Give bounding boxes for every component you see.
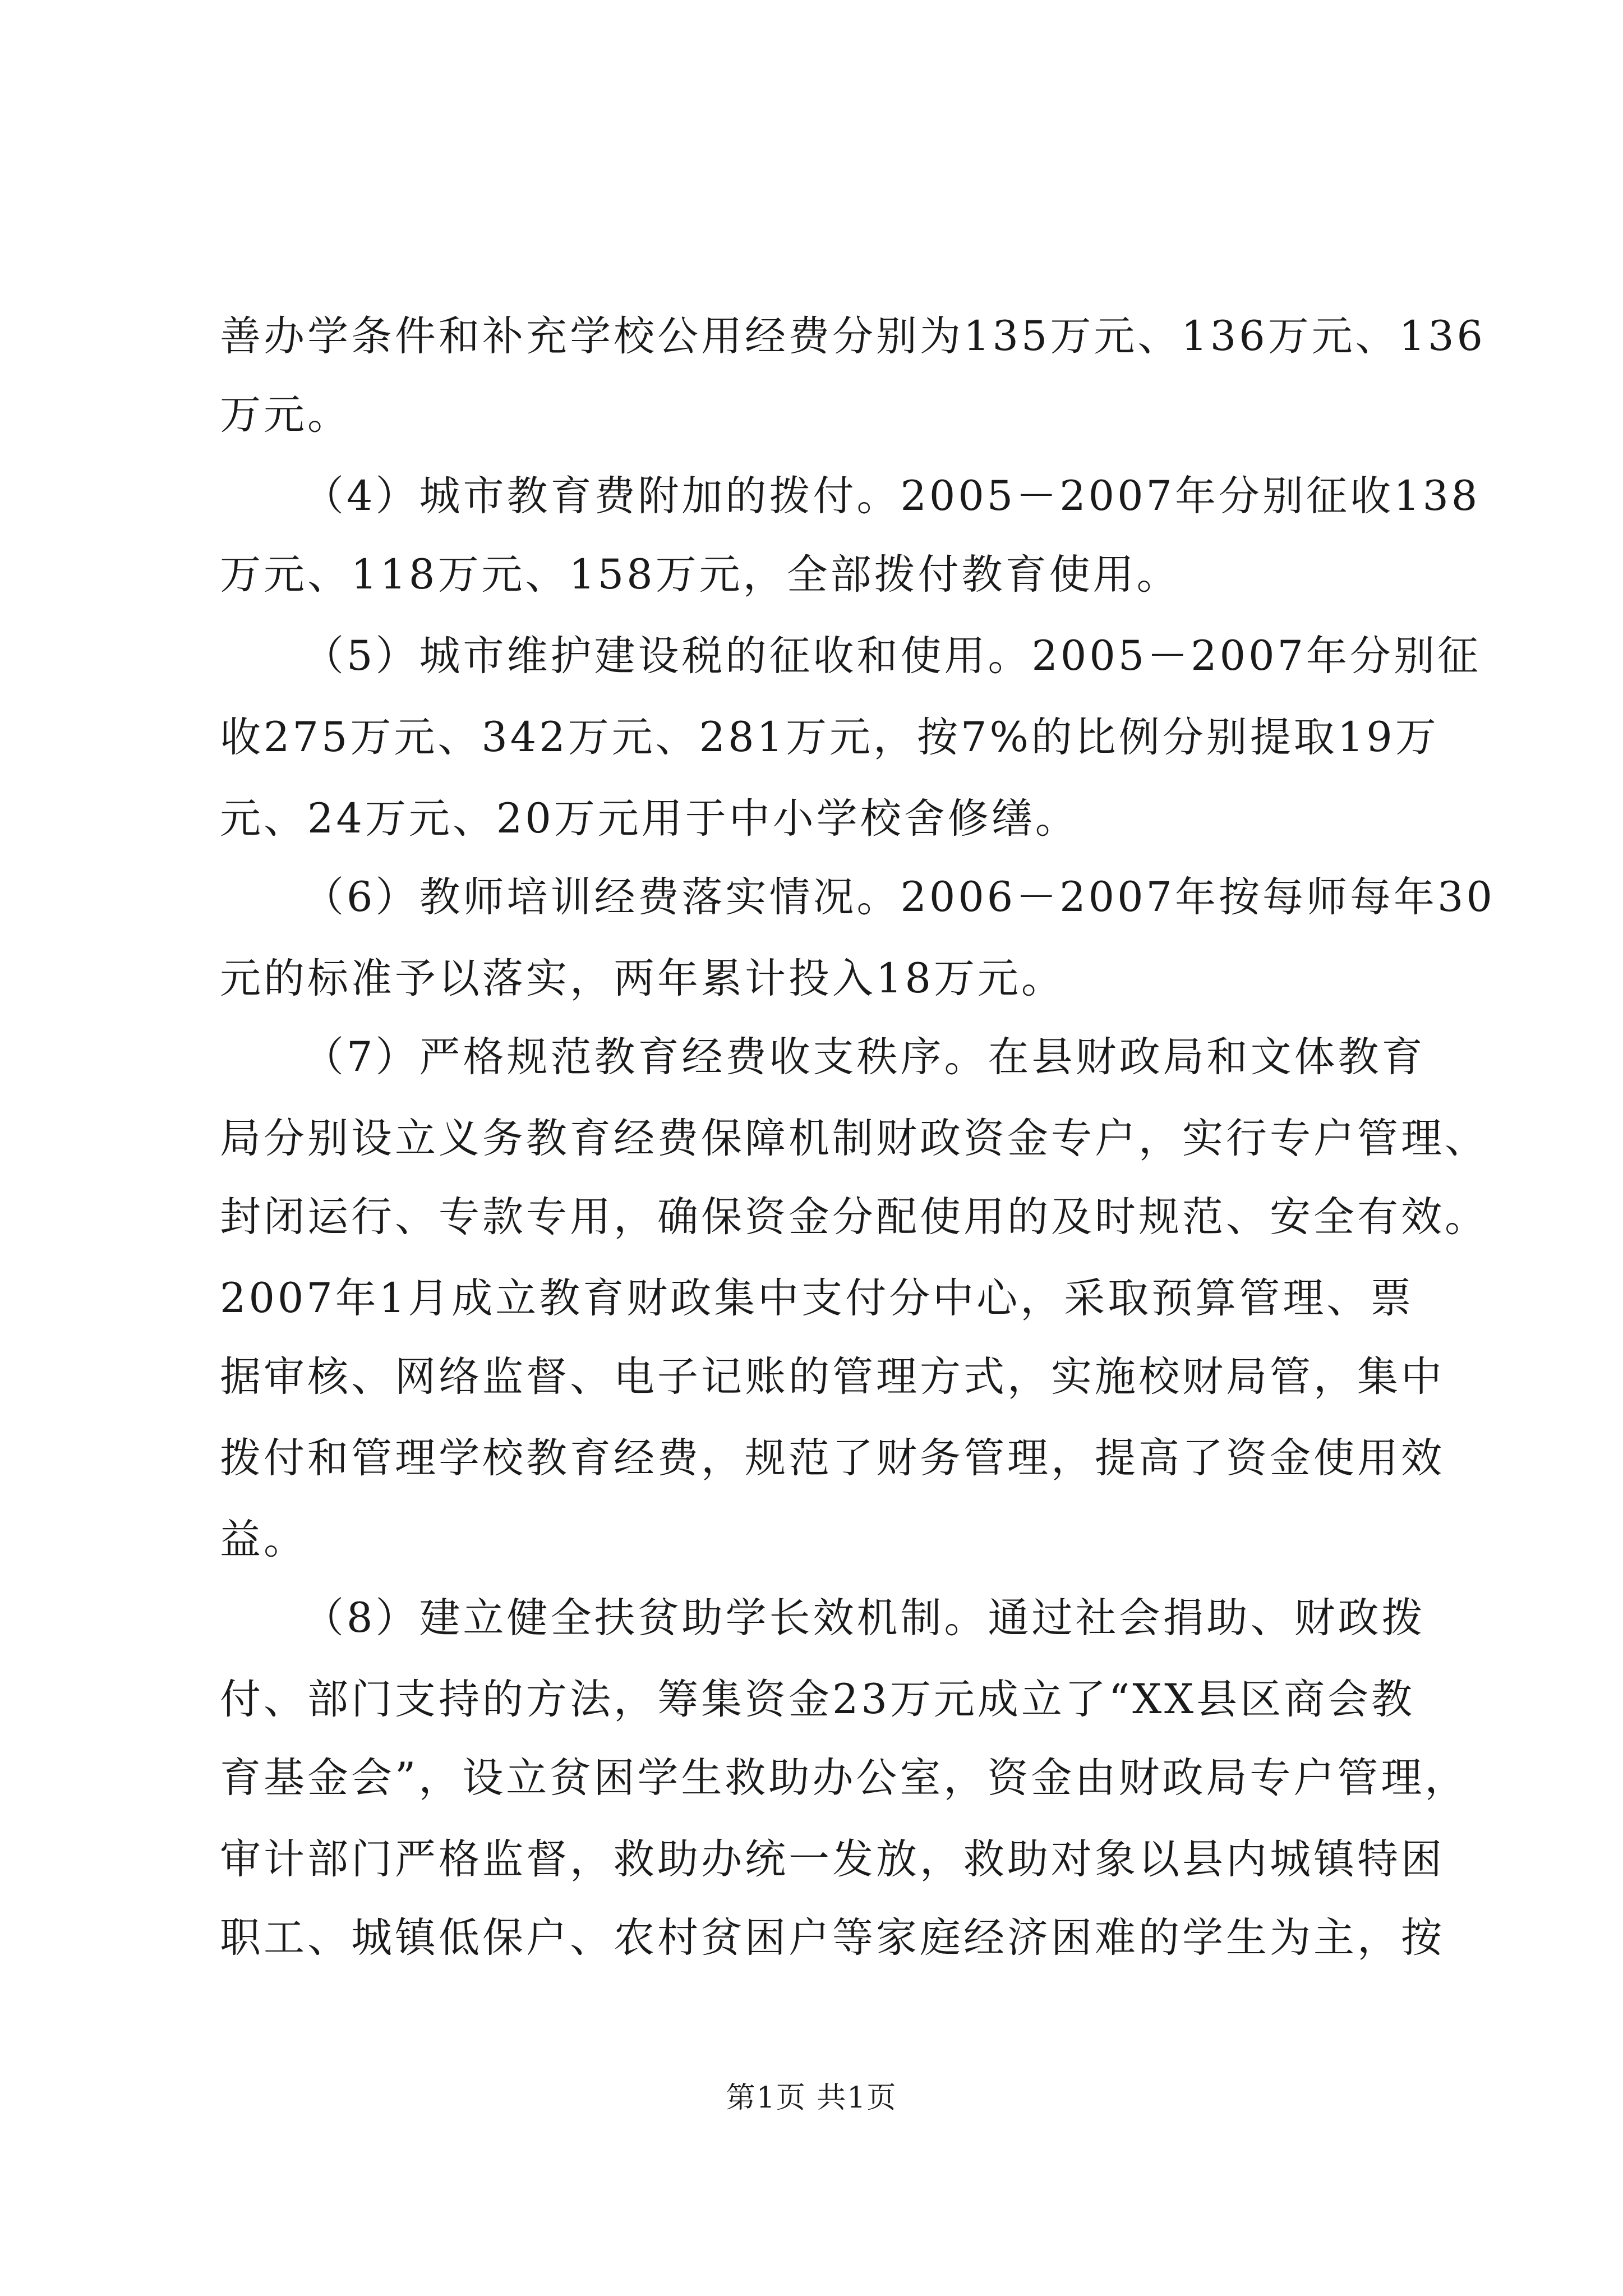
text-line: 2007年1月成立教育财政集中支付分中心，采取预算管理、票 (220, 1274, 1414, 1322)
text-line: 益。 (220, 1516, 307, 1563)
text-line: 元、24万元、20万元用于中小学校舍修缮。 (220, 795, 1079, 843)
text-line: 收275万元、342万元、281万元，按7%的比例分别提取19万 (220, 714, 1439, 761)
text-line: 善办学条件和补充学校公用经费分别为135万元、136万元、136 (220, 312, 1486, 360)
text-line: 万元、118万元、158万元，全部拨付教育使用。 (220, 551, 1181, 599)
text-line: （4）城市教育费附加的拨付。2005－2007年分别征收138 (303, 472, 1481, 520)
text-line: 据审核、网络监督、电子记账的管理方式，实施校财局管，集中 (220, 1353, 1445, 1401)
page-footer: 第1页 共1页 (726, 2081, 897, 2115)
text-line: （5）城市维护建设税的征收和使用。2005－2007年分别征 (303, 632, 1482, 680)
text-line: 职工、城镇低保户、农村贫困户等家庭经济困难的学生为主，按 (220, 1914, 1445, 1962)
text-line: 局分别设立义务教育经费保障机制财政资金专户，实行专户管理、 (220, 1115, 1488, 1162)
text-line: （7）严格规范教育经费收支秩序。在县财政局和文体教育 (303, 1033, 1426, 1081)
text-line: 拨付和管理学校教育经费，规范了财务管理，提高了资金使用效 (220, 1434, 1445, 1482)
text-line: （8）建立健全扶贫助学长效机制。通过社会捐助、财政拨 (303, 1594, 1426, 1642)
text-line: 付、部门支持的方法，筹集资金23万元成立了“XX县区商会教 (220, 1676, 1415, 1723)
text-line: 育基金会”，设立贫困学生救助办公室，资金由财政局专户管理， (220, 1754, 1469, 1802)
text-line: 审计部门严格监督，救助办统一发放，救助对象以县内城镇特困 (220, 1835, 1445, 1883)
text-line: 元的标准予以落实，两年累计投入18万元。 (220, 955, 1065, 1002)
text-line: 封闭运行、专款专用，确保资金分配使用的及时规范、安全有效。 (220, 1193, 1488, 1241)
text-line: （6）教师培训经费落实情况。2006－2007年按每师每年30 (303, 873, 1495, 921)
text-line: 万元。 (220, 391, 351, 439)
